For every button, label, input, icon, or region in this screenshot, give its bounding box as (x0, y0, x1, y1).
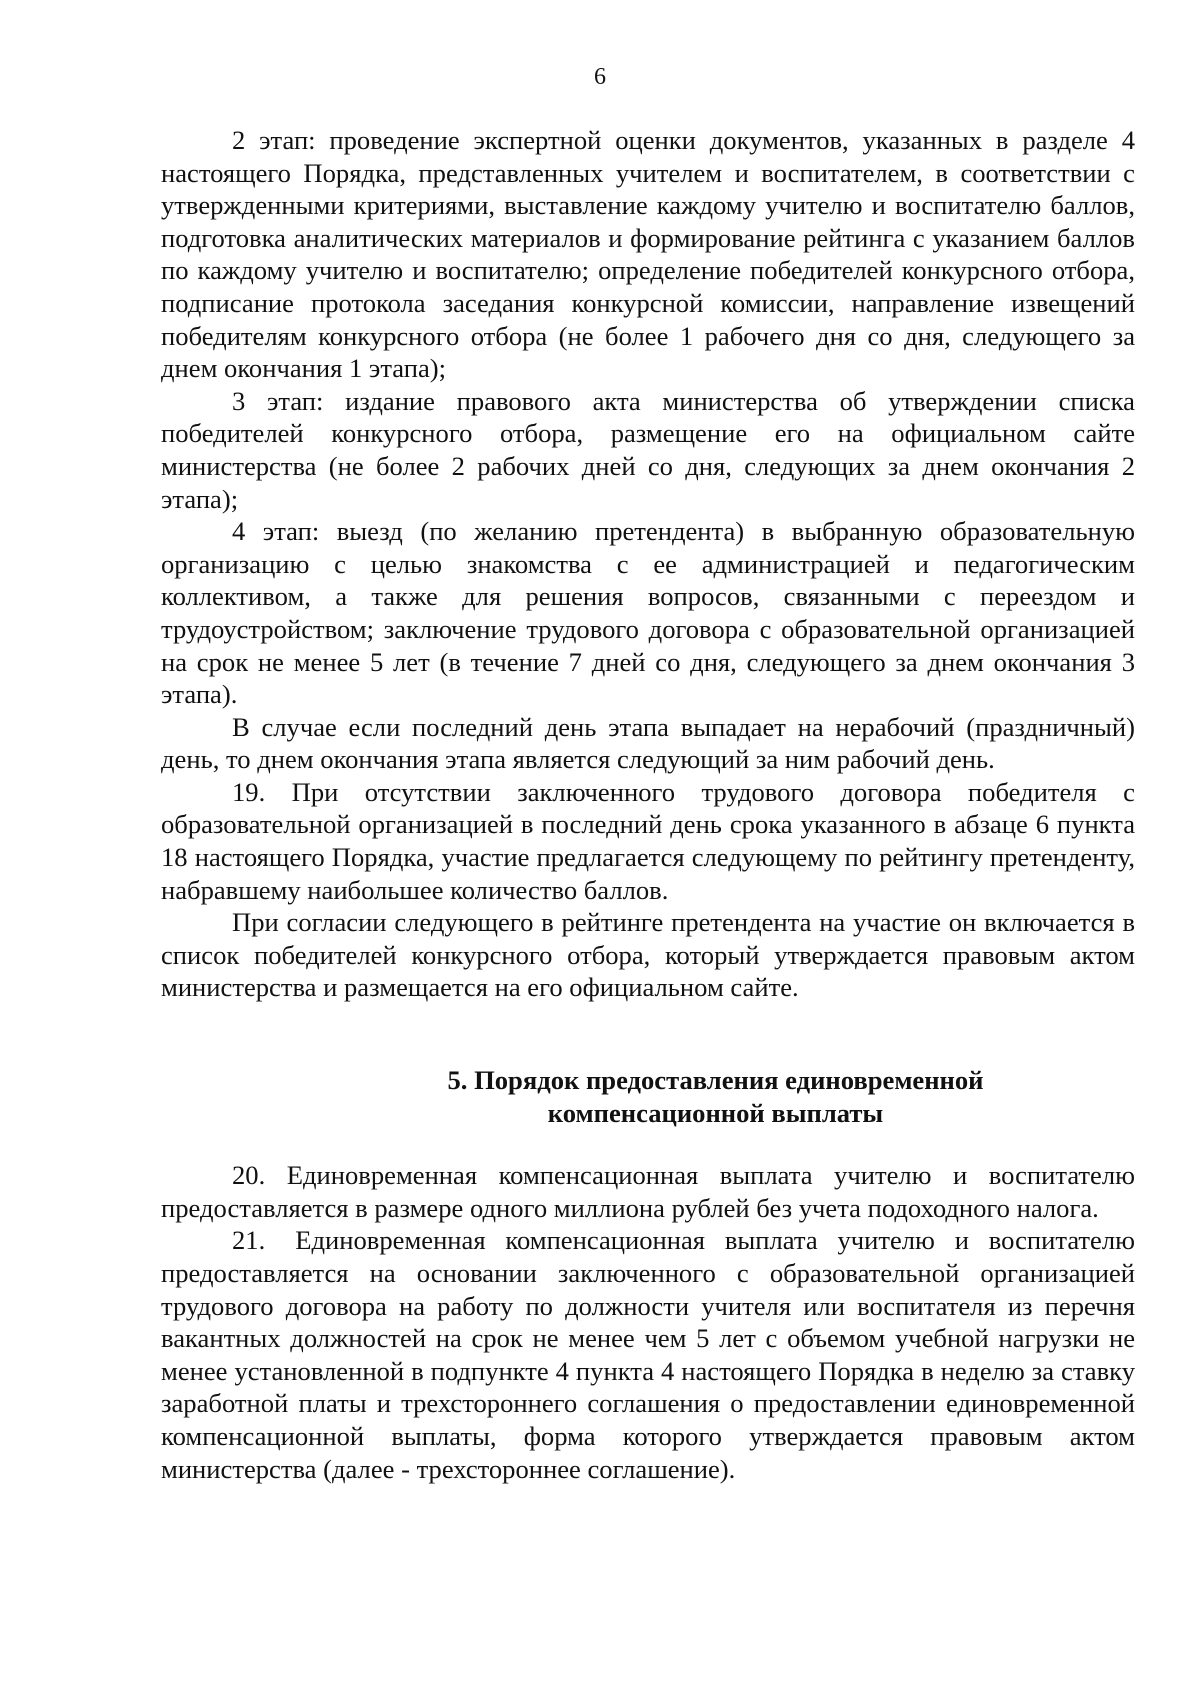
paragraph-stage-2: 2 этап: проведение экспертной оценки документов, указанных в разделе 4 настоящего Порядка, представленных учителем и воспитателем, в соответствии с утвержденными критериями, выставление каждому учителю и воспитателю баллов, подготовка аналитических материалов и формирование рейтинга с указанием баллов по каждому учителю и воспитателю; определение победителей конкурсного отбора, подписание протокола заседания конкурсной комиссии, направление извещений победителям конкурсного отбора (не более 1 рабочего дня со дня, следующего за днем окончания 1 этапа); (161, 125, 1135, 384)
paragraph-21-text: Единовременная компенсационная выплата учителю и воспитателю предоставляется на основании заключенного с образовательной организацией трудового договора на работу по должности учителя или воспитателя из перечня вакантных должностей на срок не менее чем 5 лет с объемом учебной нагрузки не менее установленной в подпункте 4 пункта 4 настоящего Порядка в неделю за ставку заработной платы и трехстороннего соглашения о предоставлении единовременной компенсационной выплаты, форма которого утверждается правовым актом министерства (далее - трехстороннее соглашение). (161, 1225, 1135, 1484)
spacer (161, 1129, 1135, 1159)
paragraph-21-number: 21. (232, 1225, 266, 1256)
paragraph-20: 20. Единовременная компенсационная выплата учителю и воспитателю предоставляется в размере одного миллиона рублей без учета подоходного налога. (161, 1160, 1135, 1223)
section-heading-line-1: 5. Порядок предоставления единовременной (447, 1065, 984, 1096)
paragraph-stage-3: 3 этап: издание правового акта министерства об утверждении списка победителей конкурсного отбора, размещение его на официальном сайте министерства (не более 2 рабочих дней со дня, следующих за днем окончания 2 этапа); (161, 385, 1135, 514)
paragraph-19-consent: При согласии следующего в рейтинге претендента на участие он включается в список победителей конкурсного отбора, который утверждается правовым актом министерства и размещается на его официальном сайте. (161, 907, 1135, 1003)
page-number: 6 (594, 64, 606, 90)
paragraph-holiday-rule: В случае если последний день этапа выпадает на нерабочий (праздничный) день, то днем окончания этапа является следующий за ним рабочий день. (161, 711, 1135, 775)
section-heading (161, 1064, 1135, 1129)
paragraph-stage-4: 4 этап: выезд (по желанию претендента) в выбранную образовательную организацию с целью знакомства с ее администрацией и педагогическим коллективом, а также для решения вопросов, связанными с переездом и трудоустройством; заключение трудового договора с образовательной организацией на срок не менее 5 лет (в течение 7 дней со дня, следующего за днем окончания 3 этапа). (161, 516, 1135, 710)
spacer (161, 1004, 1135, 1064)
section-heading-line-2: компенсационной выплаты (547, 1097, 884, 1128)
document-body (161, 124, 1135, 1485)
paragraph-21 (161, 1224, 1135, 1485)
paragraph-19: 19. При отсутствии заключенного трудового договора победителя с образовательной организацией в последний день срока указанного в абзаце 6 пункта 18 настоящего Порядка, участие предлагается следующему по рейтингу претенденту, набравшему наибольшее количество баллов. (161, 776, 1135, 905)
